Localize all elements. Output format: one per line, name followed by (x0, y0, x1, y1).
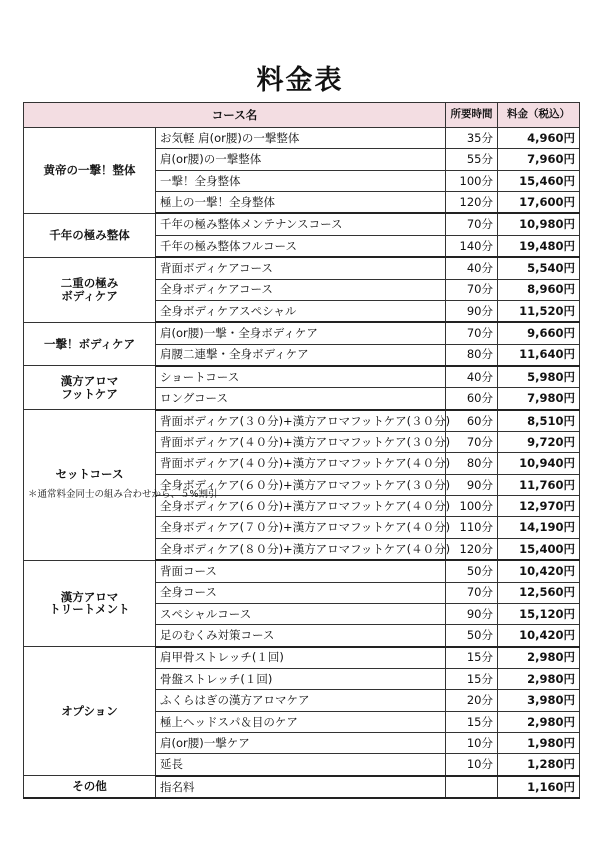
duration-cell: 90分 (446, 474, 498, 495)
duration-cell: 20分 (446, 690, 498, 711)
price-cell: 2,980円 (498, 647, 580, 669)
price-cell: 5,540円 (498, 257, 580, 279)
duration-cell: 90分 (446, 300, 498, 322)
header-price: 料金（税込） (498, 103, 580, 128)
price-cell: 10,420円 (498, 625, 580, 647)
course-name-cell: 背面コース (156, 560, 446, 582)
course-name-cell: 肩腰二連撃・全身ボディケア (156, 344, 446, 366)
course-name-cell: 背面ボディケア(４０分)+漢方アロマフットケア(３０分) (156, 432, 446, 453)
duration-cell: 60分 (446, 410, 498, 432)
duration-cell: 70分 (446, 279, 498, 300)
duration-cell: 10分 (446, 754, 498, 776)
course-name-cell: 骨盤ストレッチ(１回) (156, 668, 446, 689)
course-name-cell: ロングコース (156, 388, 446, 410)
price-cell: 10,980円 (498, 213, 580, 235)
duration-cell: 70分 (446, 213, 498, 235)
table-row (24, 410, 580, 432)
course-name-cell: 肩(or腰)の一撃整体 (156, 149, 446, 170)
category-cell (24, 647, 156, 776)
duration-cell: 50分 (446, 560, 498, 582)
course-name-cell: 指名料 (156, 776, 446, 798)
table-row (24, 128, 580, 149)
page-title: 料金表 (256, 65, 344, 96)
course-name-cell: 極上ヘッドスパ＆目のケア (156, 711, 446, 732)
duration-cell: 70分 (446, 322, 498, 344)
table-row (24, 213, 580, 235)
price-cell: 15,460円 (498, 170, 580, 191)
category-label: その他 (72, 779, 107, 794)
price-table (23, 102, 580, 799)
price-cell: 11,520円 (498, 300, 580, 322)
duration-cell: 70分 (446, 582, 498, 603)
duration-cell: 40分 (446, 257, 498, 279)
price-cell: 1,280円 (498, 754, 580, 776)
duration-cell: 100分 (446, 170, 498, 191)
duration-cell: 140分 (446, 235, 498, 257)
category-cell (24, 257, 156, 322)
price-cell: 14,190円 (498, 517, 580, 538)
course-name-cell: 背面ボディケア(３０分)+漢方アロマフットケア(３０分) (156, 410, 446, 432)
table-row (24, 560, 580, 582)
category-label: 漢方アロマ トリートメント (49, 589, 130, 617)
price-cell: 19,480円 (498, 235, 580, 257)
price-cell: 15,120円 (498, 603, 580, 624)
duration-cell: 35分 (446, 128, 498, 149)
course-name-cell: 全身ボディケアコース (156, 279, 446, 300)
price-cell: 8,510円 (498, 410, 580, 432)
price-cell: 9,660円 (498, 322, 580, 344)
duration-cell: 90分 (446, 603, 498, 624)
course-name-cell: 肩甲骨ストレッチ(１回) (156, 647, 446, 669)
price-cell: 17,600円 (498, 192, 580, 214)
category-cell (24, 322, 156, 366)
duration-cell: 100分 (446, 496, 498, 517)
category-label: 漢方アロマ フットケア (60, 374, 119, 401)
price-cell: 1,160円 (498, 776, 580, 798)
course-name-cell: 極上の一撃！全身整体 (156, 192, 446, 214)
course-name-cell: 肩(or腰)一撃ケア (156, 733, 446, 754)
duration-cell: 10分 (446, 733, 498, 754)
category-cell (24, 410, 218, 561)
course-name-cell: 全身コース (156, 582, 446, 603)
header-course: コース名 (24, 103, 446, 128)
table-row (24, 776, 580, 798)
table-row (24, 366, 580, 388)
price-cell: 12,560円 (498, 582, 580, 603)
header-time: 所要時間 (446, 103, 498, 128)
category-label: 千年の極み整体 (49, 227, 130, 242)
course-name-cell: 千年の極み整体フルコース (156, 235, 446, 257)
course-name-cell: 一撃！全身整体 (156, 170, 446, 191)
price-cell: 10,940円 (498, 453, 580, 474)
price-cell: 7,960円 (498, 149, 580, 170)
price-cell: 5,980円 (498, 366, 580, 388)
table-row (24, 257, 580, 279)
category-label: セットコース (55, 467, 124, 482)
price-cell: 2,980円 (498, 711, 580, 732)
price-cell: 8,960円 (498, 279, 580, 300)
category-cell (24, 366, 156, 410)
course-name-cell: スペシャルコース (156, 603, 446, 624)
course-name-cell: 全身ボディケア(７０分)+漢方アロマフットケア(４０分) (156, 517, 446, 538)
price-cell: 9,720円 (498, 432, 580, 453)
duration-cell (446, 776, 498, 798)
category-label: 黄帝の一撃！整体 (43, 163, 136, 178)
category-cell (24, 776, 156, 798)
course-name-cell: 千年の極み整体メンテナンスコース (156, 213, 446, 235)
duration-cell: 55分 (446, 149, 498, 170)
table-row (24, 322, 580, 344)
duration-cell: 15分 (446, 647, 498, 669)
duration-cell: 120分 (446, 192, 498, 214)
price-cell: 7,980円 (498, 388, 580, 410)
course-name-cell: 肩(or腰)一撃・全身ボディケア (156, 322, 446, 344)
course-name-cell: 全身ボディケアスペシャル (156, 300, 446, 322)
duration-cell: 120分 (446, 538, 498, 560)
course-name-cell: ふくらはぎの漢方アロマケア (156, 690, 446, 711)
duration-cell: 50分 (446, 625, 498, 647)
course-name-cell: 背面ボディケアコース (156, 257, 446, 279)
duration-cell: 70分 (446, 432, 498, 453)
duration-cell: 80分 (446, 344, 498, 366)
price-table-body (24, 128, 580, 799)
course-name-cell: ショートコース (156, 366, 446, 388)
table-row (24, 647, 580, 669)
price-cell: 11,640円 (498, 344, 580, 366)
price-cell: 1,980円 (498, 733, 580, 754)
price-cell: 10,420円 (498, 560, 580, 582)
price-cell: 4,960円 (498, 128, 580, 149)
price-cell: 2,980円 (498, 668, 580, 689)
category-cell (24, 560, 156, 646)
course-name-cell: 全身ボディケア(６０分)+漢方アロマフットケア(３０分) (156, 474, 446, 495)
duration-cell: 15分 (446, 711, 498, 732)
category-label: オプション (61, 703, 118, 718)
price-cell: 15,400円 (498, 538, 580, 560)
table-header-row (24, 103, 580, 128)
duration-cell: 110分 (446, 517, 498, 538)
duration-cell: 40分 (446, 366, 498, 388)
category-label: 一撃！ボディケア (43, 336, 136, 351)
duration-cell: 15分 (446, 668, 498, 689)
course-name-cell: お気軽 肩(or腰)の一撃整体 (156, 128, 446, 149)
course-name-cell: 足のむくみ対策コース (156, 625, 446, 647)
category-label: 二重の極み ボディケア (60, 276, 119, 303)
course-name-cell: 背面ボディケア(４０分)+漢方アロマフットケア(４０分) (156, 453, 446, 474)
duration-cell: 60分 (446, 388, 498, 410)
category-note: ＊通常料金同士の組み合わせから、５%割引 (28, 488, 218, 500)
price-cell: 3,980円 (498, 690, 580, 711)
course-name-cell: 全身ボディケア(８０分)+漢方アロマフットケア(４０分) (156, 538, 446, 560)
duration-cell: 80分 (446, 453, 498, 474)
category-cell (24, 213, 156, 257)
category-cell (24, 128, 156, 214)
course-name-cell: 延長 (156, 754, 446, 776)
course-name-cell: 全身ボディケア(６０分)+漢方アロマフットケア(４０分) (156, 496, 446, 517)
price-cell: 11,760円 (498, 474, 580, 495)
price-cell: 12,970円 (498, 496, 580, 517)
